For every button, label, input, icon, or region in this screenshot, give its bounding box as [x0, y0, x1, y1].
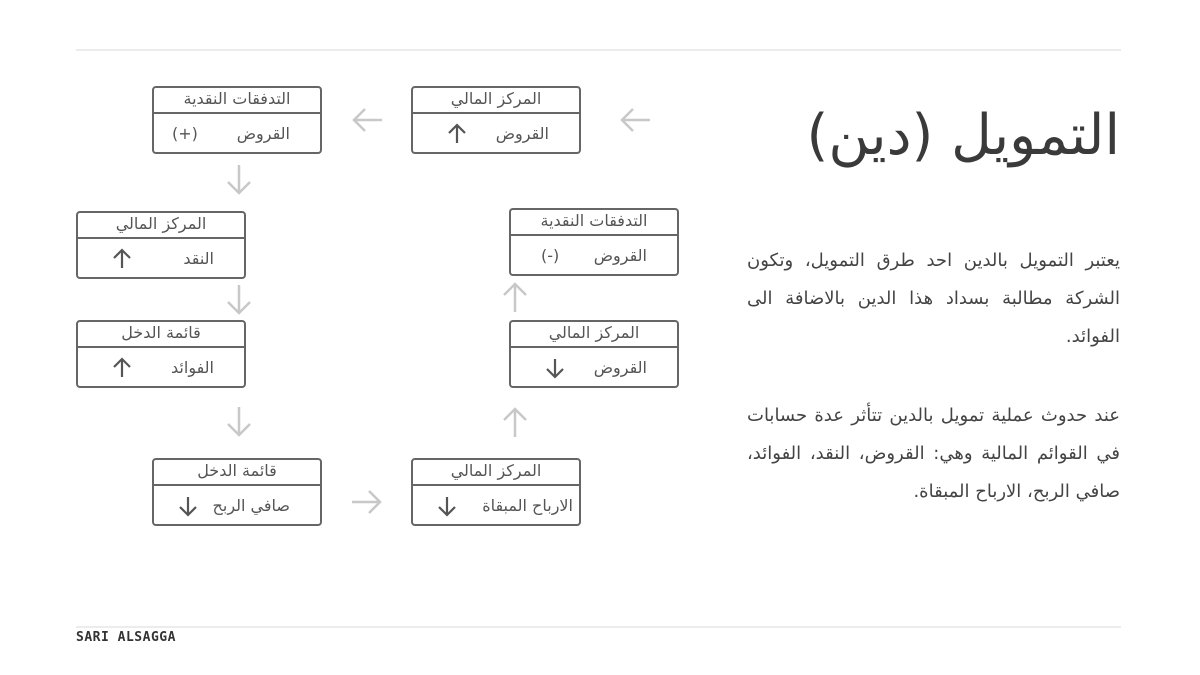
down-arrow-icon [176, 494, 200, 518]
box-label: الارباح المبقاة [482, 496, 573, 515]
box-label: القروض [236, 124, 290, 143]
box-label: القروض [593, 358, 647, 377]
down-arrow-icon [543, 356, 567, 380]
bottom-divider [76, 626, 1121, 628]
box-header: قائمة الدخل [154, 460, 320, 486]
flow-arrow-up-icon [501, 405, 529, 439]
box-label: صافي الربح [212, 496, 290, 515]
flow-arrow-up-icon [501, 280, 529, 314]
down-arrow-icon [435, 494, 459, 518]
box-financial-position-cash-up [76, 211, 246, 279]
flow-arrow-down-icon [225, 163, 253, 197]
box-financial-position-loans-up [411, 86, 581, 154]
flow-arrow-left-icon [350, 106, 384, 134]
flow-arrow-down-icon [225, 405, 253, 439]
box-financial-position-loans-down [509, 320, 679, 388]
box-header: المركز المالي [78, 213, 244, 239]
footer-author: SARI ALSAGGA [76, 630, 176, 645]
flow-arrow-down-icon [225, 283, 253, 317]
box-header: المركز المالي [413, 88, 579, 114]
box-header: المركز المالي [413, 460, 579, 486]
box-sign: (-) [541, 246, 560, 265]
accounts-paragraph: عند حدوث عملية تمويل بالدين تتأثر عدة حسابات في القوائم المالية وهي: القروض، النقد، الفوائد، صافي الربح، الارباح المبقاة. [747, 405, 1120, 502]
top-divider [76, 49, 1121, 51]
box-header: التدفقات النقدية [511, 210, 677, 236]
box-header: التدفقات النقدية [154, 88, 320, 114]
up-arrow-icon [110, 356, 134, 380]
box-label: النقد [183, 249, 214, 268]
box-header: المركز المالي [511, 322, 677, 348]
box-income-statement-interest-up [76, 320, 246, 388]
box-header: قائمة الدخل [78, 322, 244, 348]
box-label: الفوائد [171, 358, 214, 377]
intro-paragraph: يعتبر التمويل بالدين احد طرق التمويل، وتكون الشركة مطالبة بسداد هذا الدين بالاضافة الى الفوائد. [747, 250, 1120, 347]
flow-arrow-right-icon [350, 488, 384, 516]
box-income-statement-net-profit-down [152, 458, 322, 526]
box-label: القروض [495, 124, 549, 143]
box-cash-flows-loans-minus [509, 208, 679, 276]
up-arrow-icon [445, 122, 469, 146]
flow-arrow-left-icon [618, 106, 652, 134]
up-arrow-icon [110, 247, 134, 271]
box-cash-flows-loans-plus [152, 86, 322, 154]
box-financial-position-retained-earnings-down [411, 458, 581, 526]
box-sign: (+) [172, 124, 198, 143]
box-label: القروض [593, 246, 647, 265]
slide-title: التمويل (دين) [806, 103, 1120, 168]
